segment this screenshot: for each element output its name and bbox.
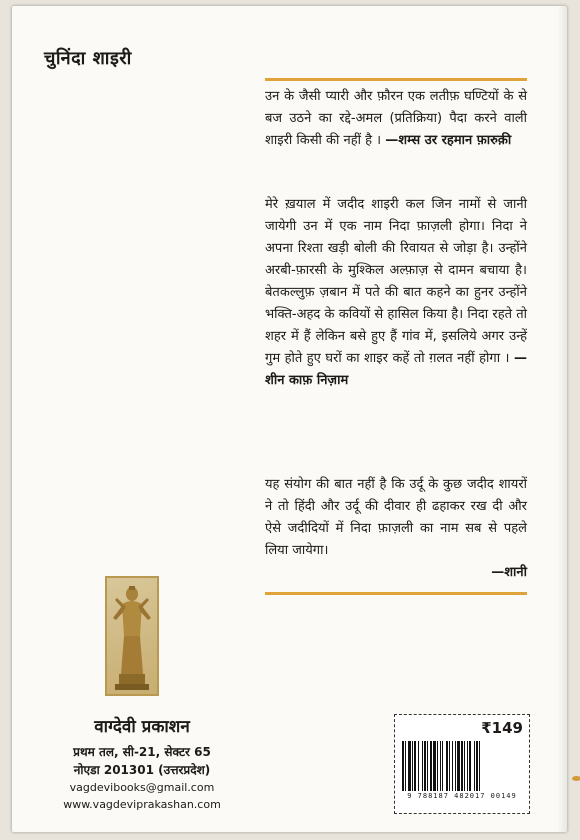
print-speck [572, 776, 580, 781]
barcode-bar [469, 741, 471, 791]
quote-3-text: यह संयोग की बात नहीं है कि उर्दू के कुछ जदीद शायरों ने तो हिंदी और उर्दू की दीवार ही ढहाकर रख दी और ऐसे जदीदियों में निदा फ़ाज़ली का नाम सब से पहले लिया जायेगा। [265, 477, 527, 558]
goddess-statue-image [105, 576, 159, 696]
publisher-name: वाग्देवी प्रकाशन [94, 717, 190, 737]
bottom-accent-rule [265, 592, 527, 595]
barcode-bar [427, 741, 428, 791]
barcode-bar [452, 741, 453, 791]
book-back-cover [12, 6, 567, 832]
barcode-bar [461, 741, 463, 791]
statue-figure-icon [107, 578, 157, 694]
quote-block-2 [265, 194, 527, 392]
price-label: ₹149 [481, 719, 523, 737]
barcode-bar [455, 741, 456, 791]
quote-1-text: उन के जैसी प्यारी और फ़ौरन एक लतीफ़ घण्टियों के से बज उठने का रद्दे-अमल (प्रतिक्रिया) पैदा करने वाली शाइरी किसी की नहीं है । [265, 89, 527, 148]
publisher-email: vagdevibooks@gmail.com [69, 781, 215, 794]
barcode-bar [479, 741, 480, 791]
top-accent-rule [265, 78, 527, 81]
barcode-bar [464, 741, 465, 791]
barcode-bar [424, 741, 426, 791]
quote-1-attribution: —शम्स उर रहमान फ़ारुक़ी [385, 133, 512, 148]
quote-2-attribution: —शीन काफ़ निज़ाम [265, 351, 527, 388]
barcode-bar [449, 741, 450, 791]
barcode-bar [440, 741, 441, 791]
barcode-bar [402, 741, 404, 791]
quote-3-attribution: —शानी [491, 565, 527, 580]
barcode-bar [405, 741, 406, 791]
publisher-address-line-2: नोएडा 201301 (उत्तरप्रदेश) [73, 763, 211, 777]
publisher-address-line-1: प्रथम तल, सी-21, सेक्टर 65 [73, 745, 211, 759]
quote-2-text: मेरे ख़याल में जदीद शाइरी कल जिन नामों से जानी जायेगी उन में एक नाम निदा फ़ाज़ली होगा। निदा ने अपना रिश्ता खड़ी बोली की रिवायत से जोड़ा है। उन्होंने अरबी-फ़ारसी के मुश्किल अल्फ़ाज़ से दामन बचाया है। बेतकल्लुफ़ ज़बान में पते की बात कहने का हुनर उन्होंने भक्ति-अहद के कवियों से हासिल किया है। निदा रहते तो शहर में हैं लेकिन बसे हुए हैं गांव में, इसलिये अगर उन्हें गुम होते हुए घरों का शाइर कहें तो ग़लत नहीं होगा । [265, 197, 527, 366]
barcode-bar [467, 741, 468, 791]
publisher-website: www.vagdeviprakashan.com [63, 798, 221, 811]
page-edge-shadow [557, 6, 567, 832]
barcode-bar [430, 741, 432, 791]
publisher-block [42, 714, 242, 813]
barcode-bar [476, 741, 478, 791]
quote-block-3 [265, 474, 527, 584]
barcode-bar [418, 741, 419, 791]
price-barcode-box [394, 714, 530, 814]
series-title: चुनिंदा शाइरी [44, 48, 132, 69]
quote-block-1 [265, 86, 527, 152]
barcode-bar [437, 741, 438, 791]
barcode-bar [412, 741, 413, 791]
barcode-bar [433, 741, 436, 791]
barcode-bar [414, 741, 416, 791]
barcode-bar [408, 741, 411, 791]
barcode-bar [474, 741, 475, 791]
isbn-barcode-icon [401, 741, 523, 791]
barcode-bar [457, 741, 460, 791]
barcode-bar [442, 741, 443, 791]
barcode-bar [446, 741, 448, 791]
isbn-digits: 9 788187 482017 00149 [407, 792, 517, 800]
barcode-bar [422, 741, 423, 791]
